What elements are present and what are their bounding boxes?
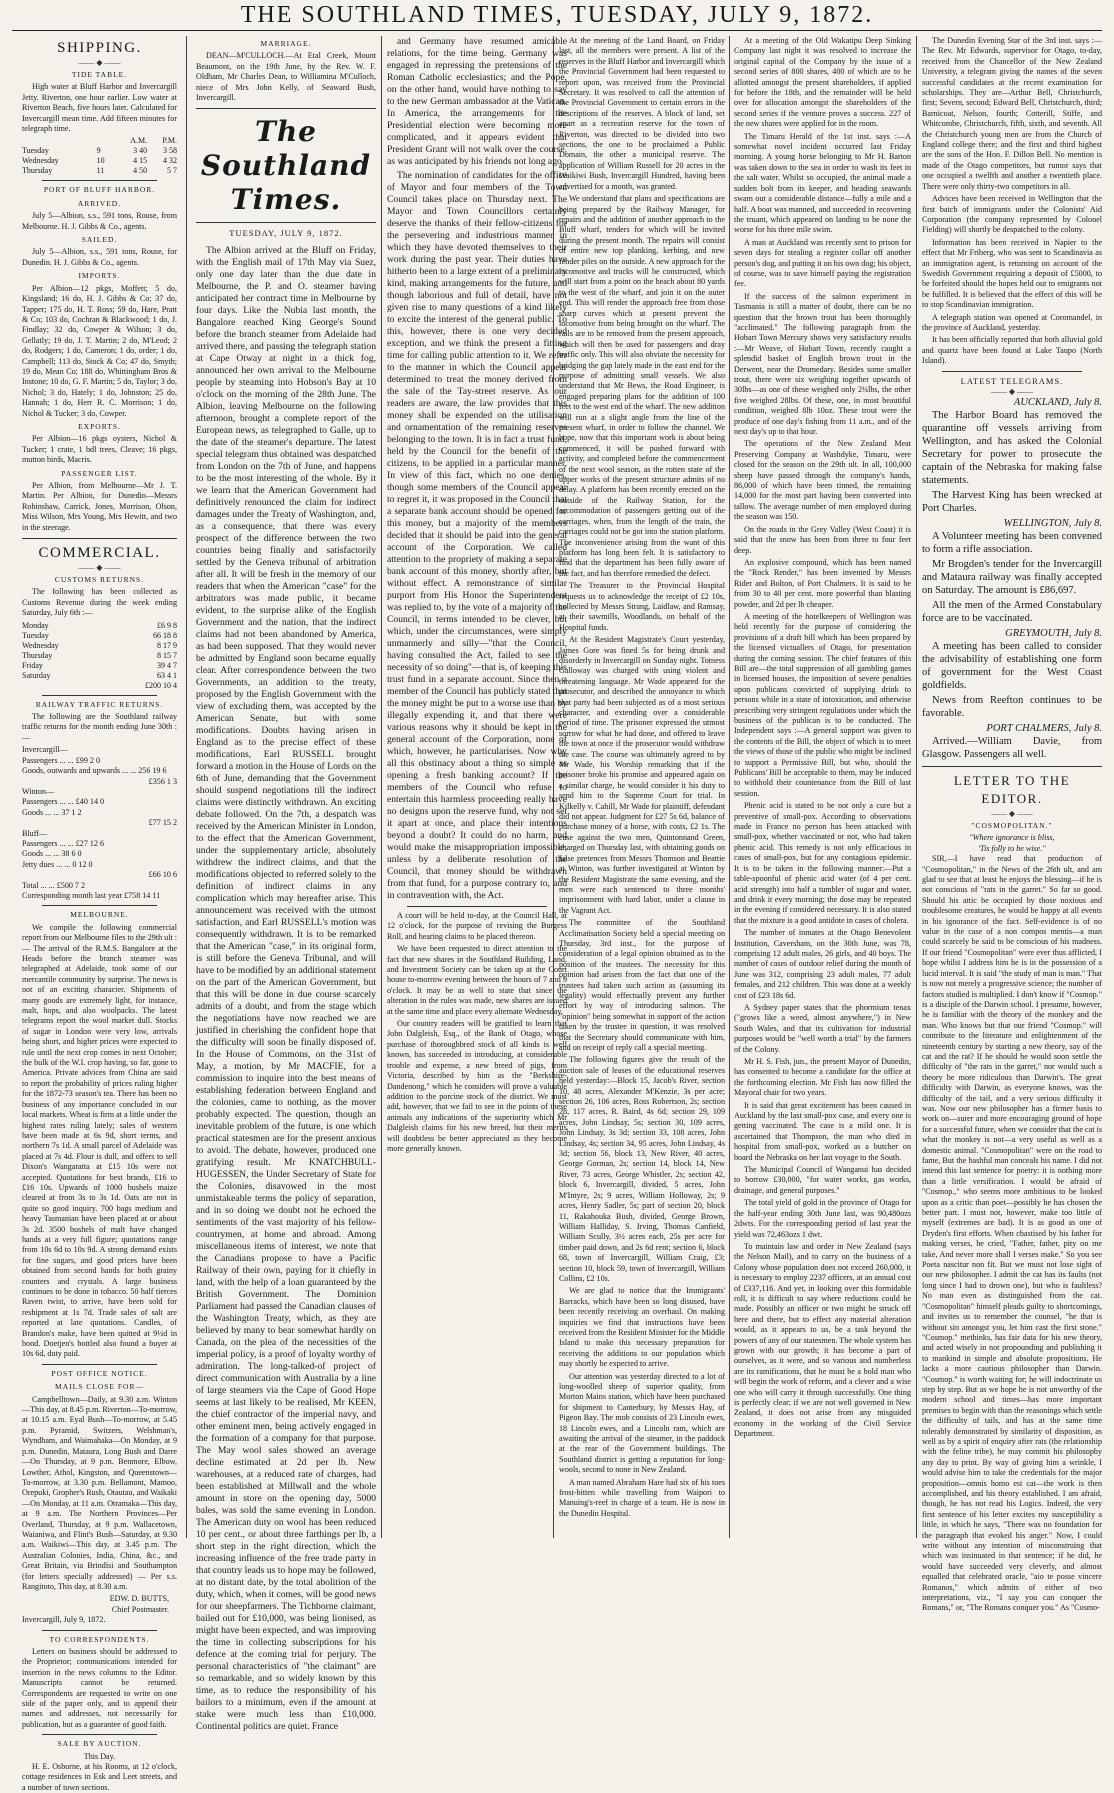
column-1 xyxy=(22,36,177,1792)
divider xyxy=(922,766,1102,767)
timaru-text: The Timaru Herald of the 1st inst. says :—A somewhat novel incident occurred last Friday morning. A young horse belonging to Mr H. Barton was taken down to the sea in order to wash its feet in the salt water. Whilst so occupied, the animal made a sudden bolt from its keeper, and heading seawards swam out a considerable distance—fully a mile and a half. A boat was manned, and succeeded in recovering the truant, which appeared on landing to be none the worse for his three mile swim. xyxy=(734,131,911,235)
wanganui-text: The Municipal Council of Wanganui has decided to borrow £30,000, "for water works, gas works, drainage, and general purposes." xyxy=(734,1165,911,1195)
leader-continued xyxy=(387,36,567,902)
smallpox-text: It is said that great excitement has been caused in Auckland by the last small-pox case, and every one is getting vaccinated. The case is a mild one. It is ascertained that Thompson, the man who died in hospital from small-pox, worked as a butcher on board the Nebraska on her last voyage to the South. xyxy=(734,1100,911,1162)
masthead-title: THE SOUTHLAND TIMES, TUESDAY, JULY 9, 1872. xyxy=(240,2,874,28)
nz-text: To maintain law and order in New Zealand (says the Nelson Mail), and to carry on the business of a Colony whose population does not exceed 260,000, it is necessary to employ 2237 officers, at an annual cost of £337,116. And yet, in looking over this formidable roll, it is difficult to say where reductions could be made. Possibly an officer or two might be struck off here and there, but to effect any material alteration would, as it appears to us, be a task beyond the powers of any of our statesmen. The whole system has grown with our growth; it has become a part of ourselves, as it were, and so various and numberless are its ramifications, that he must be a bold man who will begin the work of reform, and a clever and a wise one who will carry it through successfully. One thing is perfectly clear; if we are not well governed in New Zealand, it does not arise from any misguided economy in the working of the Civil Service Department. xyxy=(734,1241,911,1439)
customs-text: The following has been collected as Customs Revenue during the week ending Saturday, July 6th :— xyxy=(22,587,177,618)
post-signature: EDW. D. BUTTS, xyxy=(109,1594,169,1604)
column-5 xyxy=(734,36,911,1536)
railway-text: The following are the Southland railway traffic returns for the month ending June 30th :— xyxy=(22,712,177,742)
arrived-text: July 5—Albion, s.s., 591 tons, Rouse, from Melbourne. H. J. Gibbs & Co., agents. xyxy=(22,211,177,231)
tide-table xyxy=(22,136,177,176)
telegram-text: A Volunteer meeting has been convened to form a rifle association. xyxy=(922,531,1102,555)
table-row: Tuesday 9 3 40 3 58 xyxy=(22,146,177,156)
column-divider xyxy=(186,36,187,1538)
pigs-notice: Our country readers will be gratified to learn that John Dalgleish, Esq., of the Bank of Otago, whose purchase of thoroughbred stock of all kinds is well known, has succeeded in introducing, at considerable trouble and expense, a new breed of pigs, from Victoria, described by him as the "Berkshire-Dandenong," which he considers will prove a valuable addition to the porcine stock of the district. We must add, however, that we fail to see in the points of these animals any indications of the superiority which Mr Dalgleish claims for his new breed, but their merits will doubtless be better appreciated as they become more generally known. xyxy=(387,1019,567,1153)
imports-heading: IMPORTS. xyxy=(78,271,121,281)
ornament-icon: —— ◆ —— xyxy=(990,809,1034,818)
railway-line: Jetty dues ... ... 0 12 0 xyxy=(22,859,93,869)
table-row: Wednesday 8 17 9 xyxy=(22,640,177,650)
advices-text: Advices have been received in Wellington that the first batch of immigrants under the Colonists' Aid Corporation (the company represented by Colonel Fielding) will shortly be despatched to the colony. xyxy=(922,194,1102,235)
railway-line: Bluff— xyxy=(22,828,48,838)
fish-text: Mr H. S. Fish, jun., the present Mayor of Dunedin, has consented to become a candidate for the office at the forthcoming election. Mr Fish has now filled the Mayoral chair for two years. xyxy=(734,1057,911,1098)
railway-line: Winton— xyxy=(22,786,55,796)
divider xyxy=(42,905,157,906)
column-divider xyxy=(916,36,917,1538)
telegram-text: All the men of the Armed Constabulary force are to be vaccinated. xyxy=(922,600,1102,624)
melbourne-heading: MELBOURNE. xyxy=(70,910,129,920)
railway-line: Passengers ... ... £99 2 0 xyxy=(22,755,101,765)
leader-text: The Albion arrived at the Bluff on Friday, with the English mail of 17th May via Suez, only one day later than the due date in Melbourne, the P. and O. steamer having anticipated her contract time in Melbourne by four days. Like the Nubia last month, the Bangalore reached King George's Sound before the branch steamer from Adelaide had arrived there, and passing the telegraph station at Cape Otway at night in a thick fog, announced her own arrival to the Melbourne people by steaming into Hobson's Bay at 10 o'clock on the morning of the 28th June. The Albion, leaving Melbourne on the following afternoon, brought a complete report of the European news, as telegraphed to Galle, up to the date of the steamer's departure. The latest special telegram thus obtained was despatched from London on the 7th of June, and happens to be the most interesting of the whole. By it we learn that the American Government had definitively renounced the claim for indirect damages under the Treaty of Washington, and, as a consequence, that there was every prospect of the difference between the two countries being finally and satisfactorily settled by the Geneva tribunal of arbitration after all. It will be fresh in the memory of our readers that when the American "case" for the arbitrators was made public, it became evident, to the surprise alike of the English Government and the nation, that the indirect claims had not been abandoned by America, as had been supposed. That they would never be admitted by England soon became equally clear. After correspondence between the two Governments, an addition to the treaty, proposed by the English Government with the view of excluding them, was accepted by the American Senate, but with some modifications. Doubts having arisen in England as to the precise effect of these modifications, Earl RUSSELL brought forward a motion in the House of Lords on the 6th of June, demanding that the Government should suspend negotiations till the indirect claims were distinctly withdrawn. An exciting debate followed. On the 7th, a despatch was received by the American Minister in London, to the effect that the American Government, under the supplementary article, absolutely withdrew the indirect claims, and that the modifications objected to referred solely to the definition of indirect claims in any complication which may hereafter arise. This announcement was received with the utmost satisfaction, and Earl RUSSELL's motion was consequently withdrawn. It is to be remarked that the American "case," in its original form, is still before the Geneva Tribunal, and will have to be modified by an additional statement on the part of the American Government, but that this will be done in due course scarcely admits of a doubt, and from the stage which the negotiations have now reached we are justified in cherishing the confident hope that the difficulty will soon be finally disposed of. In the House of Commons, on the 31st of May, a motion, by Mr MACFIE, for a commission to inquire into the best means of establishing federation between England and the colonies, came to nothing, as the mover probably expected. The question, though an inevitable problem of the future, is one which practical statesmen are for the present anxious to avoid. The debate, however, produced one gratifying result. Mr KNATCHBULL-HUGESSEN, the Under Secretary of State for the Colonies, disavowed in the most unmistakeable terms the policy of separation, and in so doing we doubt not he echoed the sentiments of the vast majority of his fellow-countrymen, at home and abroad. Among miscellaneous items of interest, we note that the Canadians propose to have a Pacific Railway of their own, paying for it chiefly in land, with the help of a loan guaranteed by the British Government. The Dominion Parliament had passed the Canadian clauses of the Washington Treaty, which, as they are believed by many to bear somewhat hardly on Canada, on the plea of the necessities of the imperial policy, is a proof of loyalty worthy of admiration. The long-talked-of project of direct communication with Australia by a line of large steamers via the Cape of Good Hope seems at last likely to be realised, Mr KEEN, the chief contractor of the imperial navy, and other eminent men, being actively engaged in the formation of a company for that purpose. The May wool sales showed an average decline estimated at 2d per lb. New warehouses, at a reduced rate of charges, had been established at Millwall and the whole amount in store on the opening day, 5000 bales, was sold the same evening in London. The American duty on wool has been reduced 10 per cent., or about three farthings per lb, a short step in the right direction, which the increasing influence of the free trade party in that country leads us to hope may be followed, at no distant date, by the total abolition of the duty, which, when it comes, will be good news for our sheepfarmers. The Tichborne claimant, bailed out for £10,000, was being lionised, as might have been expected, and was improving the time in collecting subscriptions for his defence at the coming trial for perjury. The personal characteristics of "the claimant" are so remarkable, and so widely known by this time, as to reduce the responsibility of his bailors to a minimum, even if the amount at stake were much less than £10,000. Continental politics are quiet. France xyxy=(196,244,376,1732)
shares-notice: We have been requested to direct attention to the fact that new shares in the Southland Building, Land, and Investment Society can be taken up at the Court house to-morrow evening between the hours of 7 and 9 o'clock. It may be as well to state that since the alteration in the rules was made, new shares are issued at the same time and place every alternate Wednesday. xyxy=(387,944,567,1016)
port-heading: PORT OF BLUFF HARBOR. xyxy=(43,185,156,195)
masthead-rule xyxy=(12,30,1102,31)
dunedin-text: The Dunedin Evening Star of the 3rd inst. says :—The Rev. Mr Edwards, supervisor for Otago, to-day, received from the Chancellor of the New Zealand University, a telegram giving the names of the seven successful candidates at the recent examination for scholarships. They are—Arthur Bell, Christchurch, first; Severn, second; Edward Bell, Christchurch, third; Barnicoat, Nelson, fourth; Cotterill, Stiffe, and Whitcombe, Christchurch, fifth, sixth, and seventh. All the Christchurch young men are from the Church of England college there; and the first and third highest are the sons of the Hon. F. Dillon Bell. No mention is made of the Otago competitors, but rumor says that one occupied a twelfth and another a twentieth place. There were only thirty-two competitors in all. xyxy=(922,36,1102,191)
commercial-heading: COMMERCIAL. xyxy=(38,545,161,562)
article-text: The nomination of candidates for the office of Mayor and four members of the Town Council takes place on Thursday next. The Mayor and Town Councillors certainly deserve the thanks of their fellow-citizens for the persevering and industrious manner in which they have devoted themselves to their work during the past year. Their duties have hitherto been to a large extent of a preliminary kind, making arrangements for the future, and though laborious and full of detail, have not given rise to many questions of a kind likely to excite the interest of the general public. To this, however, there is one very decided exception, and we think the present a fitting time for calling public attention to it. We refer to the manner in which the Council appear determined to treat the money derived from the sale of the Tay-street reserve. As our readers are aware, the law provides that this money shall be expended on the utilisation and ornamentation of the remaining reserves belonging to the town. It is in fact a trust fund, held by the Council for the benefit of the citizens, to be applied in a particular manner. In view of this fact, which no one denies, though some members of the Council appear to regret it, it was proposed in the Council that a separate bank account should be opened for this money, but a majority of the members decided that it should be paid into the general account of the Corporation. We called attention to the propriety of making a separate bank account of this money, shortly after, but without effect. A remonstrance of similar purport from His Honor the Superintendent was replied to, by the vote of a majority of the Council, in terms intended to be clever, but which, under the circumstances, were simply unmannerly and silly—"that the Council, having consulted the Act, failed to see the necessity of so doing"—that is, of keeping this trust fund in a separate account. Since then a member of the Council has publicly stated that the money might be put to a worse use than by illegally expending it, and that there were various reasons why it should be kept in the general account of the Corporation, none of which, however, he particularises. Now why all this obstinacy about a thing so simple as opening a fresh banking account? If the members of the Council who refuse to entertain this harmless proceeding really have no designs upon the reserve fund, why not set it apart at once, and place their intentions beyond a doubt? It could do no harm, and would make the misappropriation impossible, unless by a deliberate resolution of the Council, that money should be withdrawn from that fund, for a purpose contrary to, and in contravention with, the Act. xyxy=(387,170,567,901)
telegram-text: The Harbor Board has removed the quarantine off vessels arriving from Wellington, and has asked the Colonial Secretary for power to prosecute the captain of the Nebraska for making false statements. xyxy=(922,410,1102,486)
correspondents-heading: TO CORRESPONDENTS. xyxy=(49,1634,150,1644)
letter-text: SIR,—I have read that production of "Cosmopolitan," in the News of the 26th ult, and am glad to see that at least he enjoys the blessing—if he is not conscious of "rats in the garret." So far so good. Should his attic be occupied by those noxious and troublesome creatures, he would be happy at all events in his ignorance of the fact. Self-evidence is of no value in the case of a non compos mentis—a man could scarcely be said to be conscious of his madness. If our friend "Cosmopolitan" were ever thus afflicted, I hope whilst I address him he is in the possession of a lucid interval. It is said "the study of man is man." That is now not merely a progressive science; the number of factors studied is multiplied. I don't know if "Cosmop." is a disciple of the Darwin school. I presume, however, he is familiar with the theory of the monkey and the man. Who knows but that our friend "Cosmop." will contribute to the literature and enlightenment of the nineteenth century by starting a new theory, say of the cat and the rat? If he should he would soon settle the difficulty of "the rats in the garret," nor would such a theory be more ridiculous than Darwin's. The great difficulty with Darwin, as everyone knows, was the difficulty of the tail, and a very serious difficulty it was. Now our new philosopher has a firmer basis to work on—surer and more encouraging ground of hope for a successful future, when we consider that the cat is what the monkey is not—a very useful as well as a domestic animal. "Cosmopolitan" were on the road to fame, But the bashful man conceals his name. I did not intend this last sentence for poetry: it is nothing more than a little versification. I would be afraid of "Cosmop.," who seems more ambitious to be looked upon as a critic than poet—possibly he has chosen the better part. I must not, however, make too little of myself (extremes are bad). It is as good as one of Dryden's first efforts. When chastised by his father for making verses, he cried, "Father, father, pity on me take, And never more shall I verses make." So you see Poeta nascitur non fit. But we must not lose sight of our new philosopher. I admit the cat has its faults (not long since I had to drown one), but who is faultless? No man even as distinguished from the cat. "Cosmopolitan" himself pleads guilty to shortcomings, and invites us to remember the counsel, "he that is without sin amongst you, let him cast the first stone." "Cosmop." methinks, has fair data for his new theory, and acted wisely in not propounding and publishing it to mankind in simple and absolute propositions. He lacks a more cautious philosopher than Darwin. "Cosmop." is worth waiting for; he will indoctrinate us step by step. But as we hope he is not unworthy of the modern school and times—has more important premises to begin with than the reasonings which settle the difficulty of tails, and has at the same time tolerably demonstrated by similarity of disposition, as well as by a spirit of enquiry after rats (the relationship with the feline tribe), he may commit his philosophy any day to print. By way of giving him a wrinkle, I would advise him to take the credentials for the major proposition—omnis homo est cat—the work is then accomplished, and his theory established. I am afraid, though, he has not read his Logics. Indeed, the very first sentence of his letter excites my susceptibility a little, in which he says, "There was no foundation for the paragraph that evoked his anger." Now, I could write without any intention of misconstruing that which was insinuated in that sentence; if he did, he would have succeeded very cleverly, and almost equalled that celebrated oracle, "aio te posse vincere Romanos," which admits of either of two interpretations, viz., "I say you can conquer the Romans," or, "The Romans conquer you." As "Cosmo- xyxy=(922,854,1102,1613)
divider xyxy=(42,180,157,181)
court-notice: A court will be held to-day, at the Council Hall, at 12 o'clock, for the purpose of revising the Burgess Roll, and hearing claims to be placed thereon. xyxy=(387,911,567,941)
divider xyxy=(196,108,376,109)
post-heading: POST OFFICE NOTICE. xyxy=(51,1368,148,1378)
railway-line: Goods ... ... 37 1 2 xyxy=(22,807,82,817)
marriage-text: DEAN—M'CULLOCH.—At Etal Creek, Mount Beaumont, on the 19th June, by the Rev. W. F. Oldham, Mr Charles Dean, to Williamina M'Culloch, niece of Mrs John Kelly, of Seaward Bush, Invercargill. xyxy=(196,51,376,103)
issue-date: TUESDAY, JULY 9, 1872. xyxy=(229,228,343,239)
acclimatisation-text: The committee of the Southland Acclimatisation Society held a special meeting on Thursday, 3rd inst., for the purpose of consideration of a legal opinion obtained as to the position of the trustees. The necessity for this opinion had arisen from the fact that one of the trustees had taken such action as (assuming its legality) would effectually prevent any further effort by way of introducing salmon. The "opinion" being somewhat in support of the action taken by the trustee in question, it was resolved that the Secretary should communicate with him, and on receipt of reply call a special meeting. xyxy=(559,918,725,1052)
railway-line: Goods ... ... 38 6 0 xyxy=(22,849,82,859)
dateline: PORT CHALMERS, July 8. xyxy=(986,723,1102,734)
auction-heading: SALE BY AUCTION. xyxy=(57,1739,142,1749)
gold-text: The total yield of gold in the province of Otago for the half-year ending 30th June last, was 90,480ozs 2dwts. For the corresponding period of last year the yield was 72,463ozs 1 dwt. xyxy=(734,1198,911,1239)
table-row: Tuesday 66 18 8 xyxy=(22,630,177,640)
snow-text: On the roads in the Grey Valley (West Coast) it is said that the snow has been from three to four feet deep. xyxy=(734,524,911,555)
wharf-text: We understand that plans and specifications are being prepared by the Railway Manager, for repairs and the addition of another approach to the Bluff wharf, tenders for which will be invited during the present month. The repairs will consist of entire new top planking, kerbing, and new fender piles on the outside. A new approach for the locomotive and trucks will be constructed, which will start from a point on the beach about 80 yards to the west of the wharf, and join it on the outer end. This will render the approach free from those sharp curves which at present prevent the locomotive from being brought on the wharf. The rails are to be removed from the present approach, which will then be used for passengers and dray traffic only. This will also obviate the necessity for bridging the gap lately made in the east end for the purpose of admitting small vessels. We also understand that Mr Bews, the Road Engineer, is engaged preparing plans for the addition of 100 feet to the west end of the wharf. The new addition will run at a slight angle from the line of the present wharf, in order to follow the channel. We hope, now that this important work is about being commenced, it will be pushed forward with activity, and completed before the commencement of the next wool season, as the rotten state of the upper works of the present structure admits of no delay. A platform has been recently erected on the outside of the Railway Station, for the accommodation of passengers getting out of the carriages, when, from the length of the train, the carriages could not be got into the station platform. The inconvenience arising from the want of this platform has long been felt. It is satisfactory to find that the department has been fully aware of the fact, and has therefore remedied the defect. xyxy=(559,194,725,578)
wakatipu-text: At a meeting of the Old Wakatipu Deep Sinking Company last night it was resolved to increase the original capital of the Company by the issue of a second series of 800 shares, 400 of which are to be allotted amongst the present shareholders, if applied for before the 18th, and the remainder will be held over for allocation amongst the shareholders of the second series if the venture proves a success. 227 of the new shares were applied for in the room. xyxy=(734,36,911,129)
sheep-text: Our attention was yesterday directed to a lot of long-woolled sheep of superior quality, from Morton Mains station, which have been purchased for shipment to Canterbury, by Messrs Hay, of Pigeon Bay. The mob consists of 23 Lincoln ewes, 18 Lincoln ewes, and a Lincoln ram, which are awaiting the arrival of the steamer, in the paddock at the rear of the Government buildings. The Southland district is getting a reputation for long-wools, second to none in New Zealand. xyxy=(559,1371,725,1475)
divider xyxy=(42,1734,157,1735)
hare-text: A man named Abraham Hare had six of his toes frost-bitten while travelling from Waipori to Manuing's-reef in charge of a team. He is now in the Dunedin Hospital. xyxy=(559,1477,725,1518)
treasurer-text: The Treasurer to the Provincial Hospital requests us to acknowledge the receipt of £2 10s, collected by Messrs Strang, Laidlaw, and Ramsay, at their sawmills, Woodlands, on behalf of the Hospital funds. xyxy=(559,581,725,632)
table-row: Friday 39 4 7 xyxy=(22,660,177,670)
column-2 xyxy=(196,36,376,1732)
dateline: AUCKLAND, July 8. xyxy=(1013,397,1102,408)
telegram-text: A meeting has been called to consider the advisability of establishing one form of government for the West Coast goldfields. xyxy=(922,641,1102,691)
letter-epigraph: 'Tis folly to be wise." xyxy=(978,843,1046,853)
taupo-text: It has been officially reported that both alluvial gold and quartz have been found at Lake Taupo (North Island). xyxy=(922,335,1102,366)
divider xyxy=(22,538,177,539)
sydney-text: A Sydney paper states that the phormium tenax ("grows like a weed, almost anywhere,") in New South Wales, and that its cultivation for industrial purposes would be "well worth a trial" by the farmers of the Colony. xyxy=(734,1002,911,1054)
railway-line: Invercargill— xyxy=(22,745,68,755)
article-text: and Germany have resumed amicable relations, for the time being. Germany was engaged in repressing the pretensions of the Roman Catholic ecclesiastics; and the Pope, on the other hand, would have nothing to say to the new German ambassador at the Vatican. In America, the arrangements for the Presidential election were becoming more complicated, and it appears evident that President Grant will not walk over the course, as was anticipated by his friends not long ago. xyxy=(387,36,567,167)
hotel-text: A meeting of the hotelkeepers of Wellington was held recently for the purpose of considering the provisions of a draft bill which has been prepared by the licensed victuallers of Otago, for presentation during the coming session. The chief features of this Bill are—the total suppression of all gambling games in licensed houses, the imposition of severe penalties upon publicans convicted of supplying drink to persons while in a state of intoxication, and otherwise prescribing very stringent regulations under which the business of the publican is to be conducted. The Independent says :—A general support was given to the contents of the Bill, the object of which is to meet the views of those of the public who might be inclined to support a Permissive Bill, but who, should the Publicans' Bill be acceptable to them, may be induced to withhold their countenance from the Bill of last session. xyxy=(734,611,911,798)
table-row: Thursday 8 15 7 xyxy=(22,650,177,660)
meat-text: The operations of the New Zealand Meat Preserving Company at Washdyke, Timaru, were closed for the season on the 29th ult. In all, 100,000 sheep have passed through the company's hands, 86,000 of which have been tinned, the remaining 14,000 for the most part having been converted into tallow. The average number of men employed during the season was 150. xyxy=(734,439,911,522)
railway-line: Passengers ... ... £27 12 6 xyxy=(22,838,105,848)
marriage-heading: MARRIAGE. xyxy=(260,39,312,48)
customs-heading: CUSTOMS RETURNS. xyxy=(54,575,145,585)
asylum-text: The number of inmates at the Otago Benevolent Institution, Caversham, on the 30th June, was 78, comprising 12 adult males, 26 girls, and 40 boys. The number of cases of outdoor relief during the month of June was 312, comprising 23 adult males, 77 adult females, and 212 children. This was done at a weekly cost of £23 18s 6d. xyxy=(734,928,911,1000)
tide-col-pm: P.M. xyxy=(162,136,177,146)
ornament-icon: —— ◆ —— xyxy=(78,563,121,573)
coromandel-text: A telegraph station was opened at Coromandel, in the province of Auckland, yesterday. xyxy=(922,312,1102,332)
post-text: Campbelltown—Daily, at 9.30 a.m. Winton—This day, at 8.45 p.m. Riverton—To-morrow, at 10.15 a.m. Eyal Bush—To-morrow, at 5.45 p.m. Pyramid, Switzers, Welshman's, Wyndham, and Waimahaka—On Monday, at 9 p.m. Dunedin, Mataura, Long Bush and Darre—On Thursday, at 9 p.m. Benmore, Elbow, Lowther, Athol, Kingston, and Queenstown—To-morrow, at 3.30 p.m. Bellamont, Mamoo, Orepuki, Gropher's Rush, Otautau, and Waikaki—On Monday, at 11 a.m. Otramaka—This day, at 9 a.m. The Northern Provinces—Per Overland, Thursday, at 9 p.m. Wallacetown, Waianiwa, and Flint's Bush—Saturday, at 9.30 a.m. Waikiwi—This day, at 3.45 p.m. The Australian Colonies, India, China, &c., and Great Britain, via Brindisi and Southampton (for letters specially addressed) — Per s.s. Rangitoto, This day, at 8.30 a.m. xyxy=(22,1394,177,1591)
arrived-heading: ARRIVED. xyxy=(77,198,122,208)
tide-text: High water at Bluff Harbor and Invercargill Jetty. Riverton, one hour earlier. Low water at Riverton Beach, five hours later. Calculated for Invercargill mean time. Add fifteen minutes for telegraph time. xyxy=(22,82,177,134)
newspaper-nameplate: The Southland Times. xyxy=(200,115,372,217)
post-signature-title: Chief Postmaster. xyxy=(111,1604,169,1614)
dateline: GREYMOUTH, July 8. xyxy=(1005,628,1102,639)
auction-sub: This Day. xyxy=(83,1751,116,1761)
letter-title: "COSMOPOLITAN." xyxy=(971,821,1053,830)
salmon-text: If the success of the salmon experiment in Tasmania is still a matter of doubt, there can be no question that the brown trout has been thoroughly "acclimated." The following paragraph from the Hobart Town Mercury shows very satisfactory results :—Mr Weave, of Hobart Town, recently caught a splendid basket of English brown trout in the Derwent, near the Dromedary. Besides some smaller trout, there were six weighing together upwards of 30lbs—as one of these weighed only 2¼lbs, the other five weighed 28lbs. Of these, one, in most beautiful condition, weighed 8lb 10oz. These trout were the produce of one day's fishing from 11 a.m., and of the next day's up to that hour. xyxy=(734,291,911,437)
leader-article xyxy=(196,245,376,1733)
mails-heading: MAILS CLOSE FOR— xyxy=(55,1382,144,1392)
court-text: At the Resident Magistrate's Court yesterday, James Gore was fined 5s for being drunk and disorderly in Invercargill on Sunday night. Totness Galloway was charged with using violent and threatening language. Mr Wade appeared for the prosecutor, and described the annoyance to which that party had been subjected as of a most serious character, and extending over a considerable period of time. The prisoner expressed the utmost sorrow for what he had done, and offered to leave the town at once if the prosecutor would withdraw the case. The course was ultimately agreed to by Mr Wade, his Worship remarking that if the prisoner broke his promise and appeared again on a similar charge, he would consider it his duty to send him to the Supreme Court for trial. In Kilkelly v. Cahill, Mr Wade for plaintiff, defendant did not appear. Judgment for £27 5s 6d, balance of purchase money of a horse, with costs, £2 1s. The case against the two men, Quintonnand Green, charged on Thursday last, with obtaining goods on false pretences from Messrs Thomson and Beattie at Winton, was further investigated at Winton by the Resident Magistrate the same evening, and the men were each sentenced to three months' imprisonment with hard labor, under a clause in the Vagrant Act. xyxy=(559,635,725,915)
shipping-heading: SHIPPING. xyxy=(57,40,142,56)
melbourne-text: We compile the following commercial report from our Melbourne files to the 29th ult :— The arrival of the R.M.S. Bangalore at the Heads before the branch steamer was telegraphed at Adelaide, took some of our mercantile community by surprise. The news is not of an exciting character. Shipments of many goods are extremely light, for instance, malt, hops, and also woolpacks. The latest telegrams report the wool market dull. Stocks of sugar in London were very low, arrivals being short, and higher prices were expected to rule until the next crop comes in next October; the bulk of the W.I. crop having, so far, gone to America. Private advices from China are said to report the probability of prices ruling higher for the 1872-73 season's tea. There has been no business of any importance concluded in our local markets. Wheat is firm at a little under the highest rates ruling lately; sales of western have been made at 6s 9d, short terms, and northern 7s 1d. A small parcel of Adelaide was placed at 7s 4d. Flour is dull, and offers to sell Dixon's Wangaratta at £15 10s were not accepted. Quotations for best brands, £16 to £16 10s. Upwards of 1000 bushels maize cleared at from 3s to 3s 1d. Oats are not in quite so good inquiry. 700 bags medium and heavy Tasmanian have been placed at or about 3s 2d. 3500 bushels of malt have changed hands at a very full figure; quotations range from 10s 6d to 10s 9d. A strong demand exists for fine sugars, and good prices have been obtained from second hands for both grainy counters and crystals. A large business continues to be done in tobacco. 50 half tierces Raven twist, to arrive, have been sold for reshipment at 1s 7d. Trade sales of salt are reported at late quotations. Candles, of Brandon's make, have been quitted at 9½d in bond. Doetjen's bottled also found a buyer at 10s 6d, duty paid. xyxy=(22,922,177,1359)
tide-heading: TIDE TABLE. xyxy=(71,70,128,79)
masthead xyxy=(0,0,1114,30)
letter-heading: LETTER TO THE EDITOR. xyxy=(953,773,1071,806)
letter-epigraph: "Where ignorance is bliss, xyxy=(969,833,1055,843)
railway-line: Total ... ... £500 7 2 xyxy=(22,880,86,890)
railway-line: £77 15 2 xyxy=(148,818,177,828)
correspondents-text: Letters on business should be addressed to the Proprietor; communications intended for insertion in the news columns to the Editor. Manuscripts cannot be returned. Correspondents are requested to write on one side of the paper only, and to append their names and addresses, not necessarily for publication, but as a guarantee of good faith. xyxy=(22,1647,177,1729)
divider xyxy=(42,695,157,696)
table-row: Wednesday 10 4 15 4 32 xyxy=(22,156,177,166)
imports-text: Per Albion—12 pkgs, Moffett; 5 do, Kingsland; 16 do, H. J. Gibbs & Co; 37 do, Tapper; 175 do, H. T. Ross; 59 do, Hare, Pratt & Co; 103 do, Cochran & Blackwood; 1 do, J. Findlay; 32 do, Cowper & Wilson; 3 do, Gellatly; 19 do, J. T. Martin; 2 do, M'Leod; 2 do, Rodgers; 1 do, Cameron; 1 do, order; 1 do, Campbell; 113 do, Stock & Co; 47 do, Smyth; 19 do, Mean Co; 188 do, Whittingham Bros & Instone; 10 do, G. F. Martin; 5 do, Taylor; 3 do, Nichol; 3 do, Hately; 1 do, Johnston; 25 do, Hannah; 1 do, Herr R. C. Morrison; 1 do, Nichol & Tucker; 3 do, Cowper. xyxy=(22,283,177,418)
column-divider xyxy=(729,36,730,1538)
barracks-text: We are glad to notice that the Immigrants' Barracks, which have been so long disused, have been recently receiving an overhaul. On making inquiries we find that instructions have been received from the Resident Minister for the Middle Island to make this necessary preparation for receiving the additions to our population which may shortly be expected to arrive. xyxy=(559,1286,725,1369)
divider xyxy=(196,222,376,223)
sailed-heading: SAILED. xyxy=(81,235,118,245)
reserves-text: The following figures give the result of the auction sale of leases of the educational reserves held yesterday:—Block 15, Jacob's River, section 10, 48 acres, Alexander M'Kenzie, 3s per acre; section 26, 106 acres, Ross Robertson, 2s; section 28, 117 acres, R. Baird, 4s 6d; section 29, 109 acres, John Lindsay, 5s; section 30, 109 acres, John Lindsay, 3s 3d; section 33, 108 acres, John Lindsay, 4s; section 34, 95 acres, John Lindsay, 4s 3d; section 56, block 13, New River, 40 acres, George Gorman, 2s; section 14, block 14, New River, 73 acres, George Whistler, 2s; section 42, block 6, Invercargill, divided, 5 acres, John M'Intyre, 2s; 9 acres, William Holloway, 2s; 9 acres, Henry Sadler, 5s; part of section 20, block 11, Rakahouka Bush, divided, George Brown, William Halliday, S. Irving, Thomas Canfield, William Scully, 3½ acres each, 25s per acre for timber paid down, and 2s 6d rent; section 6, block 68, town of Invercargill, William Craig, £3; section 10, block 59, town of Invercargill, William Collins, £2 10s. xyxy=(559,1055,725,1283)
telegram-text: News from Reefton continues to be favorable. xyxy=(922,695,1102,719)
napier-text: Information has been received in Napier to the effect that Mr Friberg, who was sent to Scandinavia as an immigration agent, is returning on account of the Swedish Government requiring a deposit of £5000, to be forfeited should the hopes held out to emigrants not be fulfilled. It is believed that the effect of this will be to stop Scandinavian immigration. xyxy=(922,237,1102,310)
telegram-text: Arrived.—William Davie, from Glasgow. Passengers all well. xyxy=(922,736,1102,760)
telegrams-heading: LATEST TELEGRAMS. xyxy=(960,375,1064,386)
auckland-text: A man at Auckland was recently sent to prison for seven days for stealing a register collar off another person's dog, and putting it on his own dog; his object, of course, was to save himself paying the registration fee. xyxy=(734,237,911,289)
ornament-icon: —— ◆ —— xyxy=(78,58,121,67)
passenger-heading: PASSENGER LIST. xyxy=(61,468,138,478)
table-row: Thursday 11 4 50 5 7 xyxy=(22,166,177,176)
table-row xyxy=(22,681,177,691)
railway-heading: RAILWAY TRAFFIC RETURNS. xyxy=(35,699,164,709)
post-date: Invercargill, July 9, 1872. xyxy=(22,1615,106,1625)
telegram-text: The Harvest King has been wrecked at Port Charles. xyxy=(922,490,1102,514)
railway-line: £66 10 6 xyxy=(148,870,177,880)
divider xyxy=(42,1364,157,1365)
railway-line: Corresponding month last year £758 14 11 xyxy=(22,890,161,900)
railway-line: Passengers ... ... £40 14 0 xyxy=(22,797,105,807)
tide-col-am: A.M. xyxy=(130,136,148,146)
divider xyxy=(942,371,1082,372)
land-board-text: At the meeting of the Land Board, on Friday last, all the members were present. A list of the reserves in the Bluff Harbor and Invercargill which the Provincial Government had been requested to report upon, was received from the Provincial Secretary. It was resolved to call the attention of the Provincial Government to certain errors in the descriptions of the reserves. A block of land, set apart as a recreation reserve for the town of Riverton, was directed to be divided into two sections, the one to be proclaimed a Public Domain, the other a municipal reserve. The application of William Russell for 20 acres in the Waikiwi Bush, Invercargill Hundred, having been advertised for a month, was granted. xyxy=(559,36,725,191)
sailed-text: July 5—Albion, s.s., 591 tons, Rouse, for Dunedin. H. J. Gibbs & Co., agents. xyxy=(22,247,177,267)
column-3 xyxy=(387,36,567,1536)
passenger-text: Per Albion, from Melbourne—Mr J. T. Martin. Per Albion, for Dunedin—Messrs Robinshaw, Carrick, Jones, Morrison, Olson, Miss Wilson, Mrs Young, Mrs Hewitt, and two in the steerage. xyxy=(22,481,177,532)
railway-line: £356 1 3 xyxy=(148,776,177,786)
divider xyxy=(42,1630,157,1631)
telegrams-section xyxy=(922,396,1102,761)
railway-line: Goods, outwards and upwards ... ... 256 19 6 xyxy=(22,766,167,776)
column-6 xyxy=(922,36,1102,1613)
table-row: Saturday 63 4 1 xyxy=(22,670,177,680)
phenic-text: Phenic acid is stated to be not only a cure but a preventive of small-pox. According to observations made in France no person has been attacked with small-pox, whether vaccinated or not, who had taken phenic acid. This remedy is not only efficacious in cases of small-pox, but for any contagious epidemic. It is to be taken in the following manner:—Put a table-spoonful of phenic acid water (of 4 per cent. acid strength) into half a tumbler of sugar and water, and drink it every morning; the dose may be repeated in the evening if considered necessary. It is also stated that the mixture is a good antidote in cases of cholera. xyxy=(734,801,911,925)
explosive-text: An explosive compound, which has been named the "Rock Render," has been invented by Messrs Rider and Bolton, of Port Chalmers. It is said to be from 30 to 40 per cent. more powerful than blasting powder, and 2d per lb cheaper. xyxy=(734,557,911,609)
column-4 xyxy=(559,36,725,1536)
dateline: WELLINGTON, July 8. xyxy=(1003,518,1102,529)
column-divider xyxy=(381,36,382,1538)
customs-table xyxy=(22,621,177,691)
exports-heading: EXPORTS. xyxy=(78,421,121,431)
customs-total: £200 10 4 xyxy=(145,680,177,690)
auction-text: H. E. Osborne, at his Rooms, at 12 o'clock, cottage residences in Esk and Leet streets, and a number of town sections. xyxy=(22,1762,177,1792)
telegram-text: Mr Brogden's tender for the Invercargill and Mataura railway was finally accepted on Saturday. The amount is £86,697. xyxy=(922,559,1102,596)
ornament-icon: —— ◆ —— xyxy=(990,387,1034,396)
divider xyxy=(407,906,547,907)
exports-text: Per Albion—16 pkgs oysters, Nichol & Tucker; 1 crate, 1 bdl trees, Cleave; 16 pkgs, mutton birds, Macris. xyxy=(22,434,177,465)
table-row: Monday £6 9 8 xyxy=(22,620,177,630)
